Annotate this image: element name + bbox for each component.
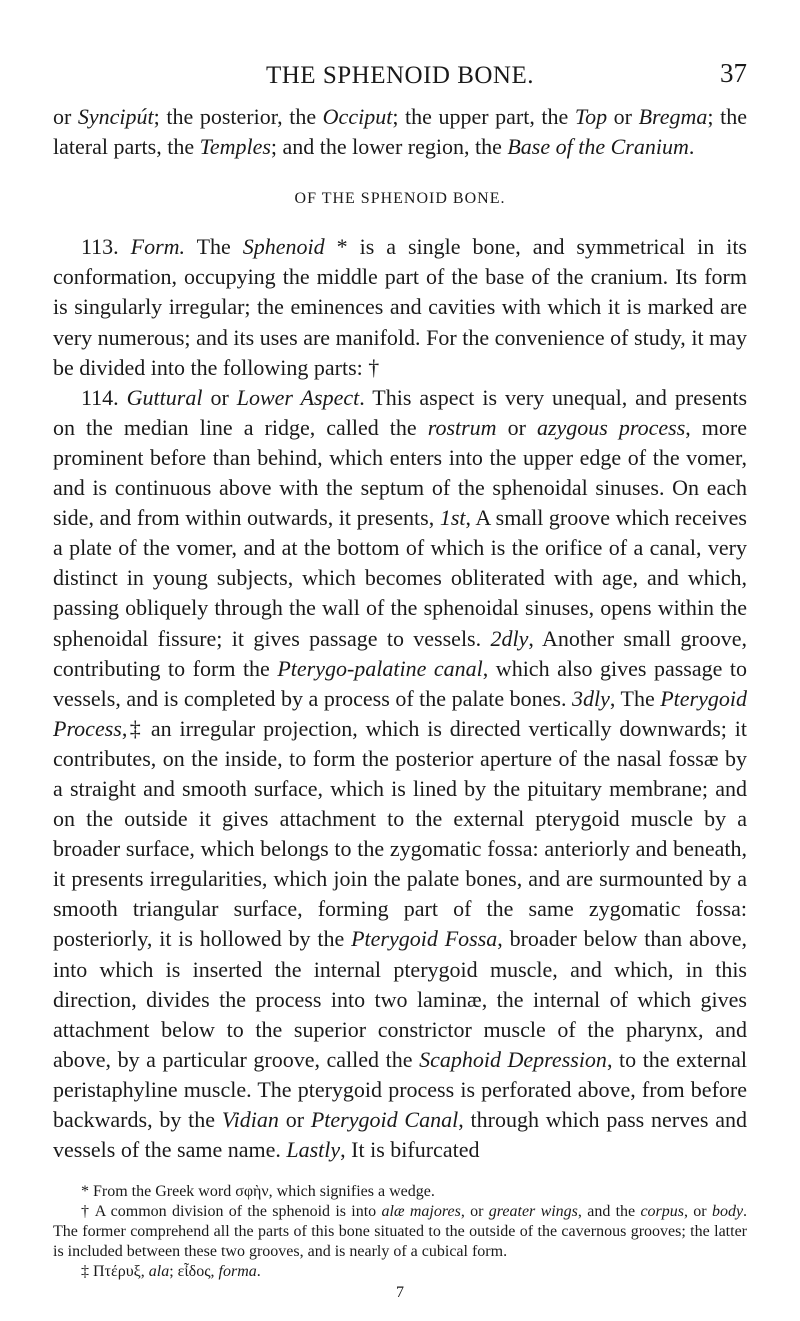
running-title: THE SPHENOID BONE. — [265, 62, 535, 89]
body-text — [53, 102, 747, 1165]
footnote-3: ‡ Πτέρυξ, ala; εἶδος, forma. — [81, 1263, 261, 1281]
paragraph-114: 114. Guttural or Lower Aspect. This aspect is very unequal, and presents on the median line a ridge, called the rostrum or azygous process, more prominent before than behind, which enters into the upper edge of the vomer, and is continuous above with the septum of the sphenoidal sinuses. On each side, and from within outwards, it presents, 1st, A small groove which receives a plate of the vomer, and at the bottom of which is the orifice of a canal, very distinct in young subjects, which becomes obliterated with age, and which, passing obliquely through the wall of the sphenoidal sinuses, opens within the sphenoidal fissure; it gives passage to vessels. 2dly, Another small groove, contributing to form the Pterygo-palatine canal, which also gives passage to vessels, and is completed by a process of the palate bones. 3dly, The Pterygoid Process,‡ an irregular projection, which is directed vertically downwards; it contributes, on the inside, to form the posterior aperture of the nasal fossæ by a straight and smooth surface, which is lined by the pituitary membrane; and on the outside it gives attachment to the external pterygoid muscle by a broader surface, which belongs to the zygomatic fossa: anteriorly and beneath, it presents irregularities, which join the palate bones, and are surmounted by a smooth triangular surface, forming part of the same zygomatic fossa: posteriorly, it is hollowed by the Pterygoid Fossa, broader below than above, into which is inserted the internal pterygoid muscle, and which, in this direction, divides the process into two laminæ, the internal of which gives attachment below to the superior constrictor muscle of the pharynx, and above, by a particular groove, called the Scaphoid Depression, to the external peristaphyline muscle. The pterygoid process is perforated above, from before backwards, by the Vidian or Pterygoid Canal, through which pass nerves and vessels of the same name. Lastly, It is bifurcated — [53, 384, 748, 1163]
footnote-1: * From the Greek word σφὴν, which signifies a wedge. — [81, 1183, 435, 1201]
footnote-2: † A common division of the sphenoid is into alæ majores, or greater wings, and the corpus, or body. The former comprehend all the parts of this bone situated to the outside of the cavernous grooves; the latter is included between these two grooves, and is nearly of a cubical form. — [53, 1203, 748, 1261]
book-page — [53, 0, 747, 1302]
intro-paragraph: or Syncipút; the posterior, the Occiput; the upper part, the Top or Bregma; the lateral parts, the Temples; and the lower region, the Base of the Cranium. — [53, 104, 747, 160]
footnotes — [53, 1182, 747, 1282]
signature-mark: 7 — [396, 1284, 404, 1302]
paragraph-113: 113. Form. The Sphenoid * is a single bone, and symmetrical in its conformation, occupying the middle part of the base of the cranium. Its form is singularly irregular; the eminences and cavities with which it is marked are very numerous; and its uses are manifold. For the convenience of study, it may be divided into the following parts: † — [53, 234, 747, 380]
section-title: OF THE SPHENOID BONE. — [294, 190, 506, 208]
page-number: 37 — [720, 58, 747, 88]
running-head — [53, 58, 747, 102]
